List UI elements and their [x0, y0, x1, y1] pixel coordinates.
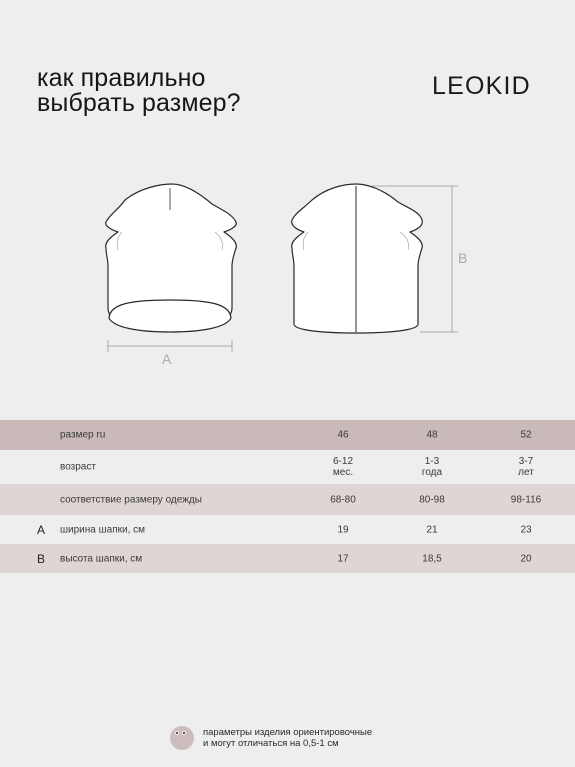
title-line-1: как правильно — [37, 64, 206, 92]
cell-value-line: 3-7 — [518, 456, 534, 467]
cell-value-line: мес. — [332, 467, 354, 478]
note-line-2: и могут отличаться на 0,5-1 см — [203, 738, 339, 749]
row-label: размер ru — [60, 429, 106, 441]
dimension-b-label: B — [458, 250, 468, 266]
title-line-2: выбрать размер? — [37, 89, 241, 117]
cell-value: 48 — [426, 429, 438, 441]
cell-value-line: лет — [518, 467, 534, 478]
hat-front — [106, 184, 237, 332]
cell-value — [491, 456, 561, 478]
cell-value: 52 — [520, 429, 532, 441]
cell-value: 20 — [520, 553, 532, 564]
cell-value: 17 — [337, 553, 349, 564]
cell-value: 18,5 — [422, 553, 442, 564]
cell-value: 80-98 — [419, 494, 445, 505]
note-line-1: параметры изделия ориентировочные — [203, 727, 373, 738]
hat-illustration — [0, 170, 575, 380]
cell-value-line: 6-12 — [332, 456, 353, 467]
cell-value-line: 1-3 — [424, 456, 440, 467]
row-label: возраст — [60, 461, 96, 473]
table-row-size — [0, 420, 575, 450]
hat-back — [292, 184, 423, 333]
table-row-height — [0, 544, 575, 573]
cell-value: 21 — [426, 524, 438, 535]
table-row-width — [0, 515, 575, 544]
row-letter: A — [37, 522, 46, 537]
cell-value: 46 — [337, 429, 349, 441]
row-letter: B — [37, 551, 46, 566]
page-title — [37, 66, 241, 116]
brand-logo: LEOKID — [432, 72, 531, 100]
size-table — [0, 420, 575, 573]
mascot-icon — [170, 726, 194, 750]
dimension-a-label: A — [162, 351, 172, 367]
row-label: соответствие размеру одежды — [60, 494, 202, 505]
table-row-clothing-size — [0, 484, 575, 515]
row-label: ширина шапки, см — [60, 524, 146, 535]
cell-value — [397, 456, 467, 478]
footer-note — [170, 726, 372, 750]
cell-value-line: года — [421, 467, 443, 478]
cell-value: 98-116 — [510, 494, 542, 505]
note-text — [203, 727, 372, 749]
table-row-age — [0, 450, 575, 484]
row-label: высота шапки, см — [60, 553, 143, 564]
cell-value: 19 — [337, 524, 349, 535]
cell-value: 68-80 — [330, 494, 356, 505]
cell-value — [308, 456, 378, 478]
cell-value: 23 — [520, 524, 532, 535]
